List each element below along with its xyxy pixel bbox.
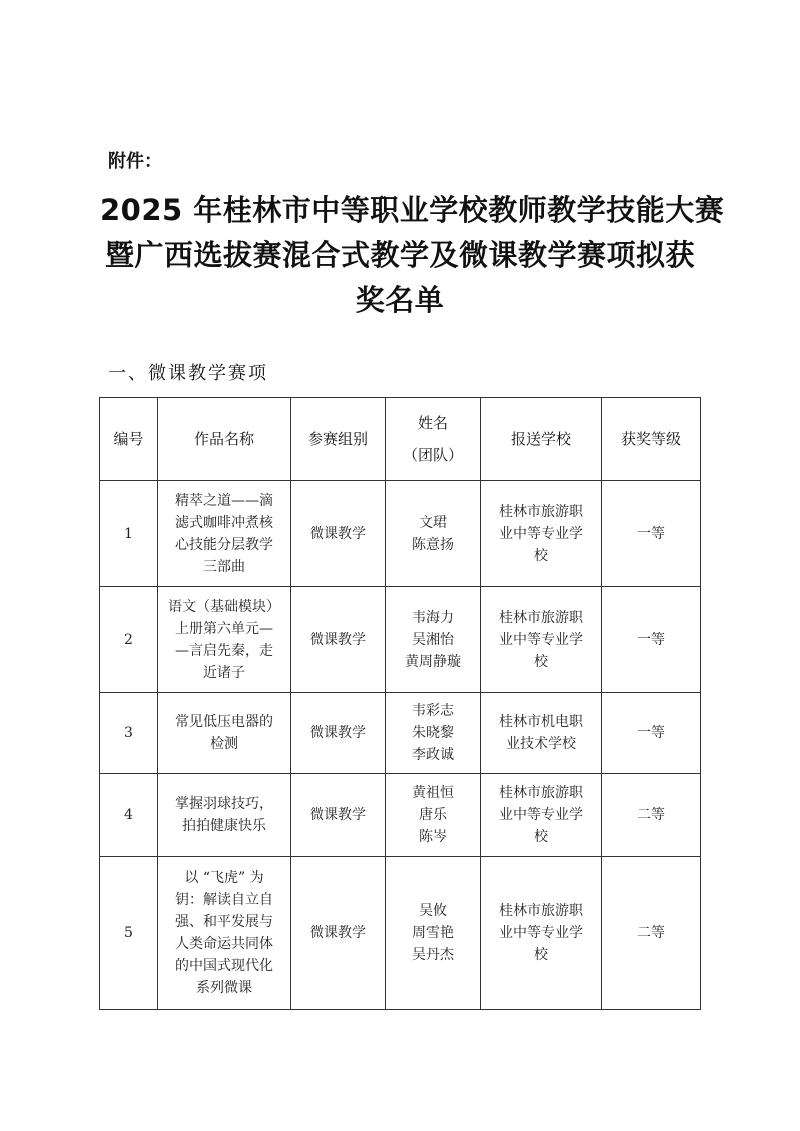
cell-names: [386, 774, 481, 857]
cell-work-name: [158, 774, 291, 857]
cell-award: 一等: [602, 587, 701, 693]
header-number: 编号: [100, 398, 158, 481]
school-line: 业技术学校: [506, 736, 576, 752]
cell-award: 二等: [602, 774, 701, 857]
school-line: 桂林市旅游职: [499, 903, 583, 919]
header-school: 报送学校: [481, 398, 602, 481]
work-line: 钥：解读自立自: [175, 892, 273, 908]
work-line: 心技能分层教学: [175, 536, 273, 553]
school-line: 业中等专业学: [499, 925, 583, 941]
work-line: 检测: [210, 736, 238, 752]
header-group: 参赛组别: [291, 398, 386, 481]
member-name: 周雪艳: [412, 925, 454, 941]
member-name: 吴湘怡: [412, 631, 454, 648]
cell-names: [386, 481, 481, 587]
member-name: 韦海力: [412, 609, 454, 626]
header-work-name: 作品名称: [158, 398, 291, 481]
member-name: 唐乐: [419, 807, 447, 823]
cell-names: [386, 587, 481, 693]
member-name: 黄祖恒: [412, 785, 454, 801]
member-name: 黄周静璇: [405, 653, 461, 670]
cell-work-name: [158, 587, 291, 693]
work-line: 精萃之道——滴: [175, 492, 273, 509]
member-name: 陈意扬: [412, 536, 454, 553]
member-name: 吴攸: [419, 903, 447, 919]
work-line: —言启先秦，走: [175, 642, 273, 659]
school-line: 业中等专业学: [499, 631, 583, 648]
cell-school: [481, 481, 602, 587]
table-row: [100, 857, 701, 1010]
school-line: 桂林市旅游职: [499, 785, 583, 801]
work-line: 常见低压电器的: [175, 714, 273, 730]
cell-award: 一等: [602, 693, 701, 774]
member-name: 陈岑: [419, 829, 447, 845]
cell-school: [481, 587, 602, 693]
member-name: 韦彩志: [412, 703, 454, 719]
cell-names: [386, 693, 481, 774]
work-line: 三部曲: [203, 558, 245, 575]
work-line: 人类命运共同体: [175, 936, 273, 952]
section-heading: 一、微课教学赛项: [108, 363, 268, 384]
cell-school: [481, 693, 602, 774]
cell-number: 3: [100, 693, 158, 774]
title-line: 暨广西选拔赛混合式教学及微课教学赛项拟获: [104, 238, 695, 272]
cell-number: 5: [100, 857, 158, 1010]
header-name-line: 姓名: [417, 414, 448, 432]
header-name: [386, 398, 481, 481]
cell-group: 微课教学: [291, 481, 386, 587]
school-line: 业中等专业学: [499, 807, 583, 823]
cell-group: 微课教学: [291, 857, 386, 1010]
member-name: 李政诚: [412, 747, 454, 763]
header-name-line: （团队）: [402, 446, 463, 464]
school-line: 校: [534, 547, 548, 564]
work-line: 滤式咖啡冲煮核: [175, 514, 273, 531]
table-row: [100, 481, 701, 587]
attachment-label: 附件：: [108, 151, 162, 172]
title-line: 2025 年桂林市中等职业学校教师教学技能大赛: [100, 193, 725, 227]
school-line: 校: [534, 829, 548, 845]
cell-work-name: [158, 481, 291, 587]
table-row: [100, 774, 701, 857]
table-header-row: [100, 398, 701, 481]
school-line: 校: [534, 653, 548, 670]
cell-number: 4: [100, 774, 158, 857]
cell-number: 1: [100, 481, 158, 587]
work-line: 近诸子: [203, 664, 245, 681]
school-line: 桂林市旅游职: [499, 609, 583, 626]
cell-work-name: [158, 693, 291, 774]
work-line: 以 “飞虎” 为: [184, 870, 264, 886]
work-line: 拍拍健康快乐: [182, 818, 266, 834]
cell-award: 二等: [602, 857, 701, 1010]
cell-award: 一等: [602, 481, 701, 587]
table-row: [100, 587, 701, 693]
member-name: 文珺: [419, 514, 447, 531]
work-line: 强、和平发展与: [175, 914, 273, 930]
school-line: 校: [534, 947, 548, 963]
cell-work-name: [158, 857, 291, 1010]
table-row: [100, 693, 701, 774]
work-line: 的中国式现代化: [175, 958, 273, 974]
work-line: 掌握羽球技巧，: [175, 796, 273, 812]
document-title: [100, 188, 725, 323]
cell-group: 微课教学: [291, 774, 386, 857]
cell-school: [481, 774, 602, 857]
cell-school: [481, 857, 602, 1010]
school-line: 桂林市机电职: [499, 714, 583, 730]
cell-group: 微课教学: [291, 587, 386, 693]
work-line: 系列微课: [196, 980, 252, 996]
cell-number: 2: [100, 587, 158, 693]
award-table: [99, 397, 701, 1010]
school-line: 桂林市旅游职: [499, 503, 583, 520]
work-line: 语文（基础模块）: [168, 598, 280, 615]
cell-group: 微课教学: [291, 693, 386, 774]
cell-names: [386, 857, 481, 1010]
school-line: 业中等专业学: [499, 525, 583, 542]
work-line: 上册第六单元—: [175, 620, 273, 637]
member-name: 朱晓黎: [412, 725, 454, 741]
member-name: 吴丹杰: [412, 947, 454, 963]
title-line: 奖名单: [355, 283, 445, 317]
header-award: 获奖等级: [602, 398, 701, 481]
